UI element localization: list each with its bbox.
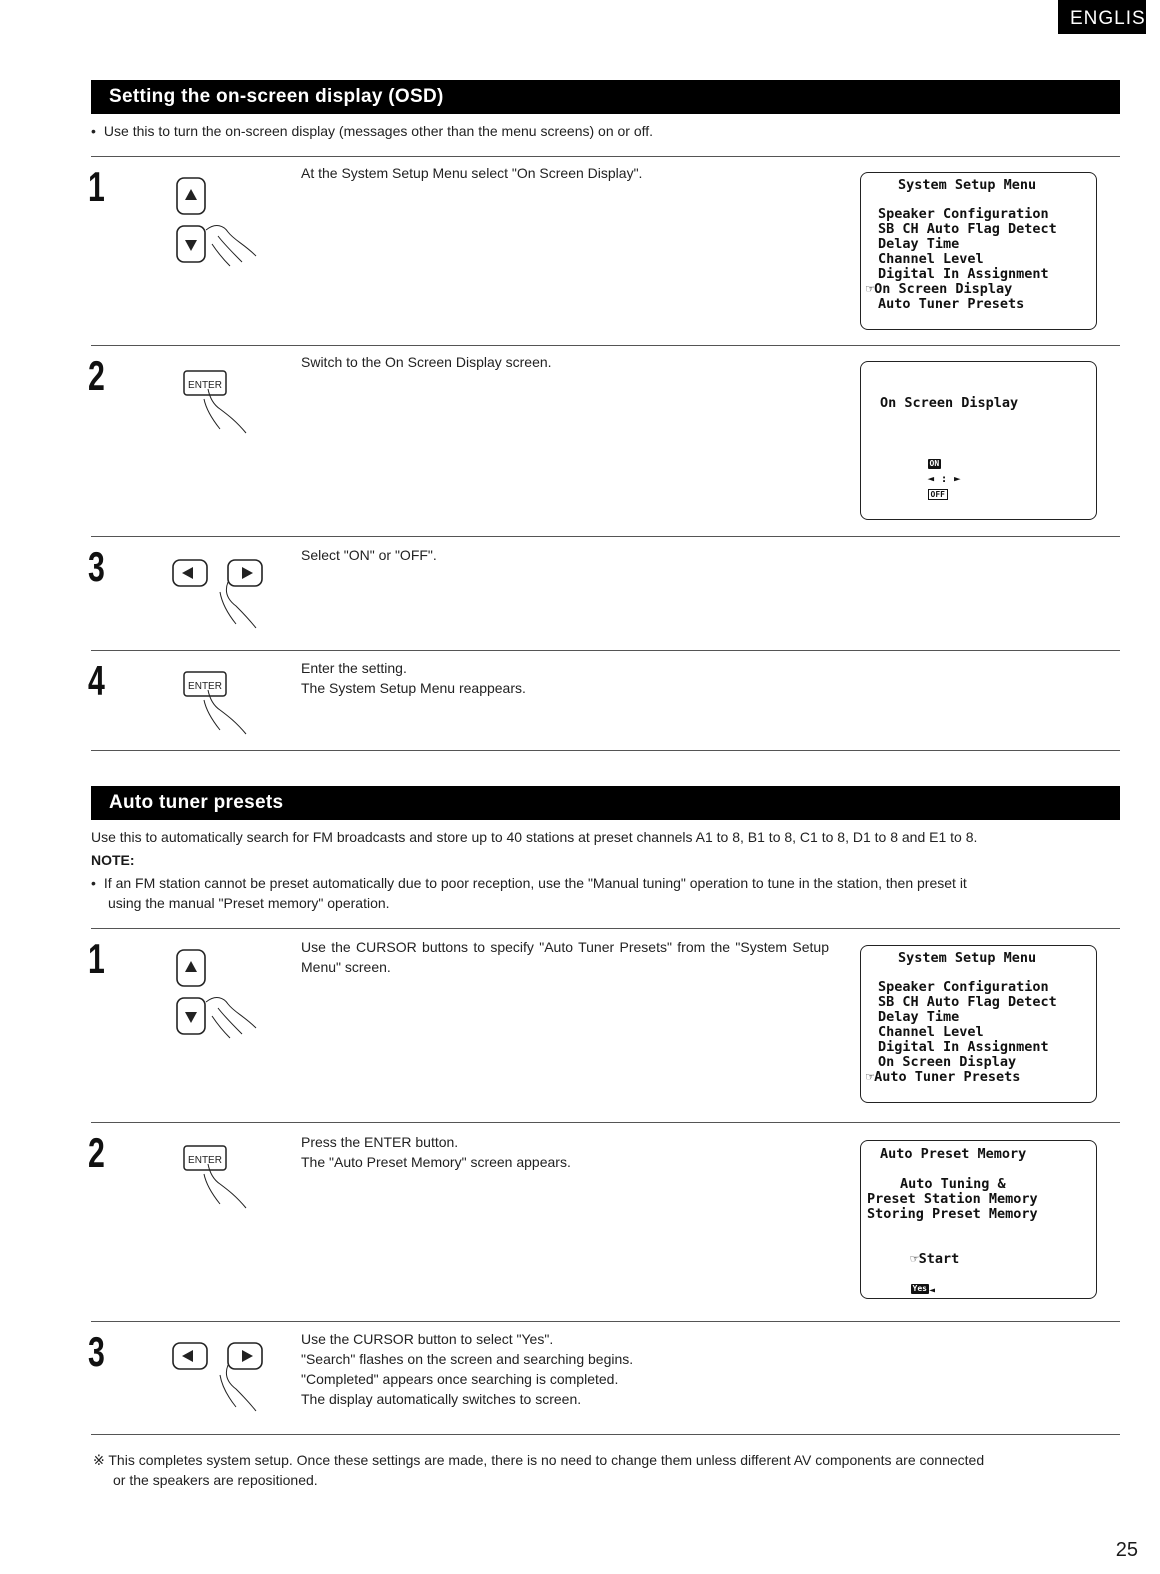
screen-line: Auto Tuning & <box>900 1176 1006 1192</box>
osd-intro: • Use this to turn the on-screen display (messages other than the menu screens) on or off. <box>91 121 653 141</box>
step-number: 1 <box>88 163 105 210</box>
divider <box>91 345 1120 346</box>
selector-arrows: ◄ : ► <box>927 472 961 485</box>
step-1-text: At the System Setup Menu select "On Screen Display". <box>301 165 643 181</box>
step-line: The "Auto Preset Memory" screen appears. <box>301 1154 571 1170</box>
start-row[interactable] <box>878 1237 959 1313</box>
menu-item: SB CH Auto Flag Detect <box>878 994 1057 1010</box>
step-number: 2 <box>88 1129 105 1176</box>
on-option[interactable]: ON <box>929 459 940 468</box>
auto-step-3-text <box>301 1329 831 1409</box>
menu-item: Auto Tuner Presets <box>878 296 1025 312</box>
start-option[interactable]: ☞Start <box>910 1251 960 1267</box>
yes-option[interactable]: Yes <box>912 1284 927 1293</box>
step-line: Use the CURSOR button to select "Yes". <box>301 1331 554 1347</box>
language-tab: ENGLISH <box>1058 0 1146 34</box>
left-arrow-icon: ◄ <box>928 1285 935 1296</box>
svg-text:ENTER: ENTER <box>188 681 222 692</box>
divider <box>91 650 1120 651</box>
menu-item: SB CH Auto Flag Detect <box>878 221 1057 237</box>
cursor-left-right-buttons-icon <box>168 552 268 630</box>
enter-button-icon <box>180 666 260 741</box>
step-line: "Search" flashes on the screen and searching begins. <box>301 1351 634 1367</box>
step-number: 4 <box>88 657 105 704</box>
step-4-line: Enter the setting. <box>301 660 407 676</box>
step-line: The display automatically switches to screen. <box>301 1391 582 1407</box>
svg-text:ENTER: ENTER <box>188 380 222 391</box>
on-off-selector[interactable] <box>901 441 961 516</box>
step-number: 1 <box>88 935 105 982</box>
note-label: NOTE: <box>91 852 135 868</box>
section-title-osd: Setting the on-screen display (OSD) <box>91 80 1120 114</box>
menu-item: On Screen Display <box>878 1054 1017 1070</box>
menu-item: Digital In Assignment <box>878 1039 1049 1055</box>
note-line: using the manual "Preset memory" operation. <box>108 895 390 911</box>
menu-item: Speaker Configuration <box>878 979 1049 995</box>
menu-item-selected: ☞Auto Tuner Presets <box>866 1069 1021 1085</box>
menu-item: Digital In Assignment <box>878 266 1049 282</box>
step-number: 3 <box>88 1328 105 1375</box>
footer-note: ※ This completes system setup. Once these settings are made, there is no need to change them unless different AV components are connected <box>93 1452 985 1468</box>
step-3-text: Select "ON" or "OFF". <box>301 547 437 563</box>
note-line: • If an FM station cannot be preset automatically due to poor reception, use the "Manual tuning" operation to tune in the station, then preset it <box>91 873 967 893</box>
cursor-up-down-buttons-icon <box>168 942 264 1042</box>
off-option[interactable]: OFF <box>928 489 948 500</box>
enter-button-icon <box>180 365 260 440</box>
step-line: Press the ENTER button. <box>301 1134 459 1150</box>
menu-item: Channel Level <box>878 1024 984 1040</box>
divider <box>91 156 1120 157</box>
menu-item: Channel Level <box>878 251 984 267</box>
screen-line: Preset Station Memory <box>867 1191 1038 1207</box>
menu-item-selected: ☞On Screen Display <box>866 281 1013 297</box>
step-4-line: The System Setup Menu reappears. <box>301 680 526 696</box>
step-number: 2 <box>88 352 105 399</box>
screen-title: System Setup Menu <box>898 177 1037 193</box>
auto-step-2-text <box>301 1132 831 1172</box>
enter-button-icon <box>180 1140 260 1215</box>
step-line: "Completed" appears once searching is completed. <box>301 1371 619 1387</box>
screen-title: System Setup Menu <box>898 950 1037 966</box>
divider <box>91 1122 1120 1123</box>
auto-step-1-text: Use the CURSOR buttons to specify "Auto Tuner Presets" from the "System Setup Menu" screen. <box>301 939 829 975</box>
cursor-left-right-buttons-icon <box>168 1335 268 1413</box>
divider <box>91 536 1120 537</box>
system-setup-menu-screen <box>860 945 1097 1103</box>
divider <box>91 1434 1120 1435</box>
page-number: 25 <box>1115 1539 1138 1561</box>
step-4-text <box>301 658 831 698</box>
menu-item: Delay Time <box>878 1009 960 1025</box>
divider <box>91 750 1120 751</box>
screen-title: Auto Preset Memory <box>880 1146 1027 1162</box>
section-title-auto-tuner: Auto tuner presets <box>91 786 1120 820</box>
auto-preset-memory-screen <box>860 1140 1097 1299</box>
screen-line: Storing Preset Memory <box>867 1206 1038 1222</box>
step-2-text: Switch to the On Screen Display screen. <box>301 354 552 370</box>
svg-text:ENTER: ENTER <box>188 1155 222 1166</box>
on-screen-display-screen <box>860 361 1097 520</box>
divider <box>91 928 1120 929</box>
screen-title: On Screen Display <box>880 395 1019 411</box>
system-setup-menu-screen <box>860 172 1097 330</box>
auto-intro: Use this to automatically search for FM broadcasts and store up to 40 stations at preset channels A1 to 8, B1 to 8, C1 to 8, D1 to 8 and E1 to 8. <box>91 829 978 845</box>
cursor-up-down-buttons-icon <box>168 170 264 270</box>
menu-item: Delay Time <box>878 236 960 252</box>
footer-note: or the speakers are repositioned. <box>113 1472 318 1488</box>
divider <box>91 1321 1120 1322</box>
menu-item: Speaker Configuration <box>878 206 1049 222</box>
step-number: 3 <box>88 543 105 590</box>
